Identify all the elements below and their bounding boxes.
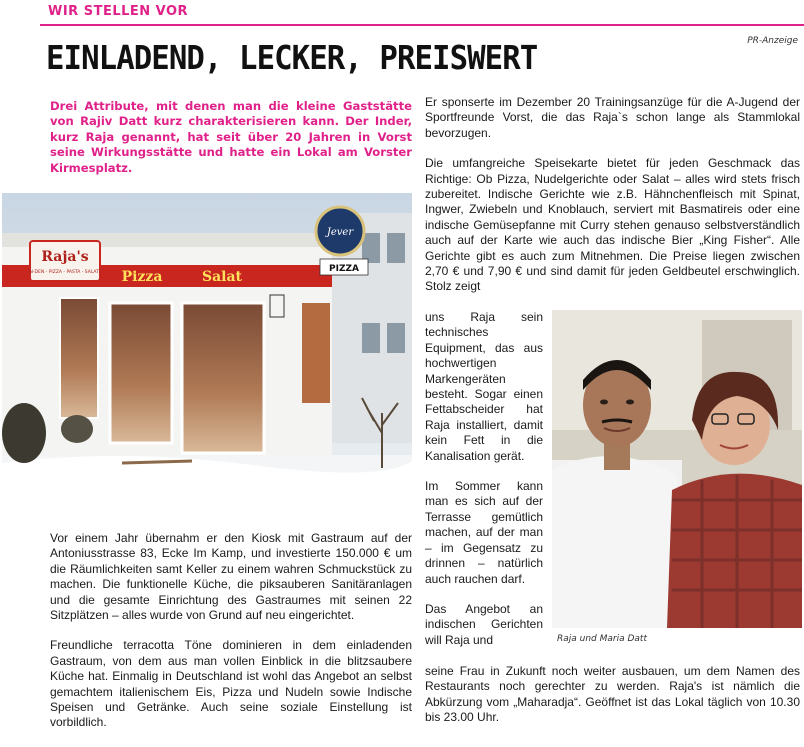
right-paragraph-3: uns Raja sein technisches Equipment, das aus hochwertigen Markengeräten besteht. Sogar einen Fettabscheider hat Raja installiert, damit kein Fett in die Kanalisation gerät. <box>425 310 543 463</box>
right-paragraph-4: Im Sommer kann man es sich auf der Terrasse gemütlich machen, auf der man – im Gegensatz zu drinnen – natürlich auch rauchen darf. <box>425 479 543 586</box>
right-column-narrow <box>425 310 543 648</box>
sign-rajas: Raja's <box>41 249 89 265</box>
sign-beer: Jever <box>326 227 354 238</box>
right-column-bottom <box>425 664 800 726</box>
sign-rajas-sub: IN-DEN - PIZZA - PASTA - SALATE <box>28 270 102 275</box>
left-paragraph-1: Vor einem Jahr übernahm er den Kiosk mit Gastraum auf der Antoniusstrasse 83, Ecke Im Kamp, und investierte 150.000 € um die Räumlichkeiten samt Keller zu einem wahren Schmuckstück zu machen. Die funktionelle Küche, die piksauberen Sanitäranlagen und die gesamte Einrichtung des Gastraumes mit seinen 22 Sitzplätzen – alles wurde von Grund auf neu eingerichtet. <box>50 531 412 623</box>
restaurant-illustration <box>2 193 412 513</box>
section-label: WIR STELLEN VOR <box>48 4 189 19</box>
photo-caption: Raja und Maria Datt <box>557 634 647 644</box>
restaurant-photo <box>2 193 412 513</box>
left-paragraph-2: Freundliche terracotta Töne dominieren in dem einladenden Gastraum, von dem aus man vollen Einblick in die blitzsaubere Küche hat. Einmalig in Deutschland ist wohl das Angebot an selbst gemachtem italienischem Eis, Pizza und Nudeln sowie Indische Speisen und Getränke. Auch seine soziale Einstellung ist vorbildlich. <box>50 638 412 730</box>
owners-photo <box>552 310 802 628</box>
sign-pizza: Pizza <box>121 269 163 285</box>
right-paragraph-2: Die umfangreiche Speisekarte bietet für jeden Geschmack das Richtige: Ob Pizza, Nudelgerichte oder Salat – alles wird stets frisch zubereitet. Indische Gerichte wie z.B. Hähnchenfleisch mit Spinat, Ingwer, Zwiebeln und Knoblauch, serviert mit Basmatireis oder eine indische Gemüsepfanne mit Curry stehen genauso selbstverständlich auch auf der Karte wie auch das indische Bier „King Fisher“. Alle Gerichte gibt es auch zum Mitnehmen. Die Preise liegen zwischen 2,70 € und 7,90 € und sind damit für jeden Geldbeutel erschwinglich. Stolz zeigt <box>425 156 800 294</box>
headline: EINLADEND, LECKER, PREISWERT <box>46 38 538 77</box>
sign-pizza2: PIZZA <box>329 264 359 274</box>
right-paragraph-5: Das Angebot an indischen Gerichten will Raja und <box>425 601 543 647</box>
left-column <box>50 531 412 731</box>
right-paragraph-6: seine Frau in Zukunft noch weiter ausbauen, um dem Namen des Restaurants noch gerechter zu werden. Raja's ist nämlich die Abkürzung vom „Maharadja“. Geöffnet ist das Lokal täglich von 10.30 bis 23.00 Uhr. <box>425 664 800 725</box>
pr-label: PR-Anzeige <box>747 36 798 46</box>
lead-paragraph: Drei Attribute, mit denen man die kleine Gaststätte von Rajiv Datt kurz charakterisieren kann. Der Inder, kurz Raja genannt, hat seit über 20 Jahren in Vorst seine Wirkungsstätte und hatte ein Lokal am Vorster Kirmesplatz. <box>50 99 412 175</box>
owners-illustration <box>552 310 802 628</box>
right-column-top <box>425 95 800 295</box>
right-paragraph-1: Er sponserte im Dezember 20 Trainingsanzüge für die A-Jugend der Sportfreunde Vorst, die das Raja`s schon lange als Stammlokal bevorzugen. <box>425 95 800 140</box>
header-rule <box>40 24 804 26</box>
sign-salat: Salat <box>201 269 243 285</box>
